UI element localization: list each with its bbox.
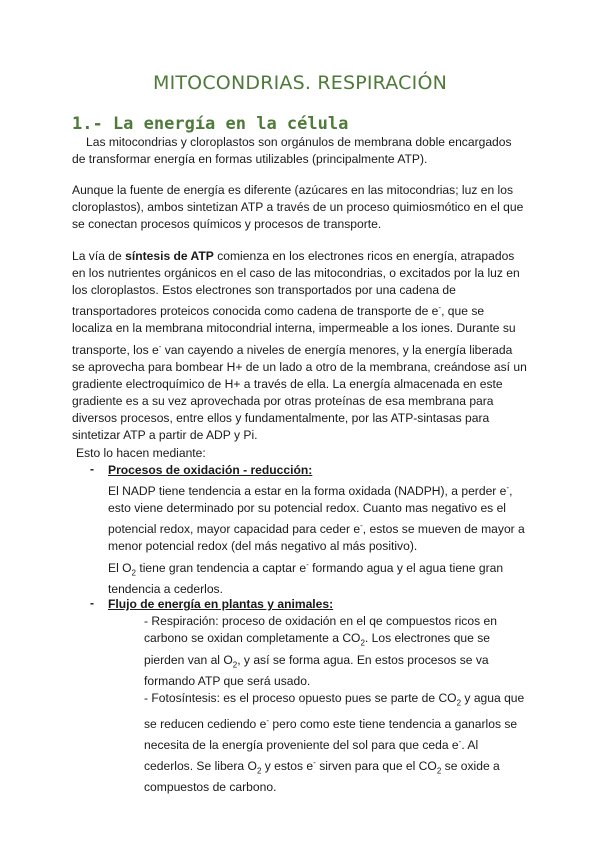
- photosynthesis-block: [144, 690, 524, 796]
- text-run: pierden van al O: [144, 652, 233, 667]
- superscript: -: [360, 521, 363, 531]
- text-line: [144, 652, 497, 674]
- paragraph-energy-source: [72, 182, 532, 233]
- subscript: 2: [232, 660, 238, 669]
- item-heading: Procesos de oxidación - reducción:: [108, 463, 313, 477]
- superscript: -: [266, 715, 270, 725]
- text-run: - Fotosíntesis: es el proceso opuesto pues se parte de CO: [144, 691, 457, 705]
- text-line: [144, 754, 524, 780]
- text-run: El O: [108, 560, 132, 575]
- text-run: pero como este tiene tendencia a ganarlos se: [269, 716, 518, 731]
- text-line: en los nutrientes orgánicos en el caso de las mitocondrias, o excitados por la luz en: [72, 266, 520, 281]
- text-run: y estos e: [261, 758, 314, 773]
- superscript: -: [306, 559, 309, 569]
- superscript: -: [313, 757, 316, 767]
- superscript: -: [458, 736, 462, 746]
- text-line: [108, 479, 525, 500]
- text-run: se oxide a: [441, 758, 500, 773]
- text-line: [108, 517, 525, 538]
- text-line: [144, 630, 497, 652]
- text-run: transporte, los e: [72, 342, 159, 357]
- text-line: - Respiración: proceso de oxidación en el qe compuestos ricos en: [144, 614, 497, 628]
- text-run: . Al: [461, 737, 479, 752]
- text-line: se conectan procesos químicos y procesos de transporte.: [72, 217, 382, 232]
- text-line: tendencia a cederlos.: [108, 582, 223, 597]
- text-run: , y así se forma agua. En estos procesos se va: [237, 652, 489, 667]
- text-line: gradiente electroquímico de H+ a través de ella. La energía almacenada en este: [72, 376, 503, 391]
- text-run: comienza en los electrones ricos en energía, atrapados: [213, 249, 515, 263]
- page-title: MITOCONDRIAS. RESPIRACIÓN: [152, 72, 448, 94]
- text-run: El NADP tiene tendencia a estar en la forma oxidada (NADPH), a perder e: [108, 484, 507, 499]
- text-line: [144, 712, 524, 733]
- text-run: ,: [509, 484, 513, 499]
- paragraph-atp-synthesis: [72, 248, 532, 444]
- bullet-dash: -: [90, 596, 95, 610]
- text-line: formando ATP que será usado.: [144, 674, 311, 689]
- text-line: se aprovecha para bombear H+ de un lado a otro de la membrana, creándose así un: [72, 359, 527, 374]
- subscript: 2: [360, 638, 365, 648]
- text-run: . Los electrones que se: [364, 631, 490, 646]
- list-item-energy-flow: [108, 596, 333, 613]
- text-run: se reducen cediendo e: [144, 716, 267, 731]
- text-line: Aunque la fuente de energía es diferente (azúcares en las mitocondrias; luz en los: [72, 183, 514, 197]
- text-run: van cayendo a niveles de energía menores, y la energía liberada: [161, 342, 513, 357]
- bullet-dash: -: [90, 462, 95, 476]
- text-line: cloroplastos), ambos sintetizan ATP a través de un proceso quimiosmótico en el que: [72, 200, 524, 215]
- text-run: transportadores proteicos conocida como cadena de transporte de e: [72, 304, 439, 319]
- text-run: , estos se mueven de mayor a: [362, 522, 525, 537]
- subscript: 2: [436, 766, 442, 776]
- bold-term: síntesis de ATP: [125, 249, 214, 263]
- text-line: menor potencial redox (del más negativo al más positivo).: [108, 539, 418, 554]
- text-line: diversos procesos, entre ellos y fundamentalmente, por las ATP-sintasas para: [72, 410, 490, 425]
- text-line: [144, 733, 524, 754]
- text-line: [72, 299, 532, 320]
- text-line: localiza en la membrana mitocondrial interna, impermeable a los iones. Durante su: [72, 321, 516, 336]
- subscript: 2: [256, 766, 262, 776]
- text-line: [108, 556, 525, 582]
- text-run: y agua que: [461, 691, 525, 705]
- text-line: [72, 248, 532, 265]
- text-run: carbono se oxidan completamente a CO: [144, 631, 361, 646]
- text-run: formando agua y el agua tiene gran: [308, 560, 504, 575]
- text-run: La vía de: [72, 249, 126, 263]
- superscript: -: [506, 483, 510, 493]
- text-line: sintetizar ATP a partir de ADP y Pi.: [72, 428, 258, 442]
- superscript: -: [438, 303, 442, 313]
- list-item-redox: [108, 462, 525, 598]
- subscript: 2: [131, 567, 136, 577]
- text-run: cederlos. Se libera O: [144, 758, 257, 773]
- intro-line: Esto lo hacen mediante:: [76, 446, 206, 460]
- text-run: necesita de la energía proveniente del sol para que ceda e: [144, 737, 459, 752]
- text-run: potencial redox, mayor capacidad para ceder e: [108, 522, 361, 537]
- text-line: [72, 338, 532, 359]
- respiration-block: [144, 613, 497, 690]
- paragraph-intro: [72, 134, 532, 168]
- text-run: sirven para que el CO: [315, 758, 437, 773]
- section-heading: 1.- La energía en la célula: [72, 114, 349, 134]
- item-heading: Flujo de energía en plantas y animales:: [108, 597, 334, 611]
- text-run: tiene gran tendencia a captar e: [135, 560, 307, 575]
- subscript: 2: [456, 698, 462, 708]
- text-line: gradiente es a su vez aprovechada por otras proteínas de esa membrana para: [72, 393, 494, 408]
- text-line: de transformar energía en formas utilizables (principalmente ATP).: [72, 152, 428, 167]
- text-line: compuestos de carbono.: [144, 780, 277, 795]
- text-line: [144, 690, 524, 712]
- text-line: esto viene determinado por su potencial redox. Cuanto mas negativo es el: [108, 501, 506, 516]
- superscript: -: [158, 341, 162, 351]
- text-run: , que se: [441, 304, 485, 319]
- text-line: Las mitocondrias y cloroplastos son orgánulos de membrana doble encargados: [86, 135, 512, 149]
- text-line: los cloroplastos. Estos electrones son transportados por una cadena de: [72, 283, 456, 298]
